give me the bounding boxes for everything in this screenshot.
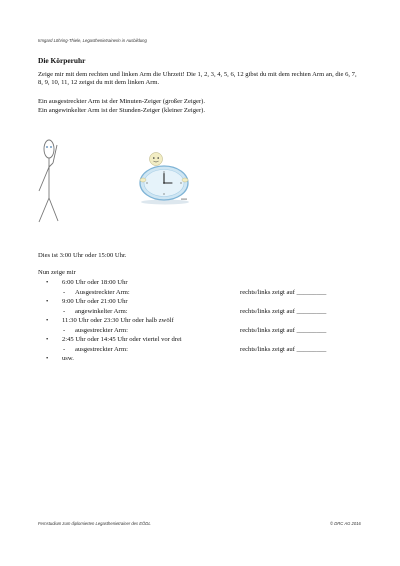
- intro-paragraph: Zeige mir mit dem rechten und linken Arm die Uhrzeit! Die 1, 2, 3, 4, 5, 6, 12 gibst du mit dem rechten Arm an, die 6, 7, 8, 9, 10, 11, 12 zeigst du mit dem linken Arm.: [38, 71, 357, 87]
- stick-figure-head: [44, 140, 54, 158]
- stick-figure-arm-left: [39, 167, 49, 191]
- hour-hand-line: Ein angewinkelter Arm ist der Stunden-Zeiger (kleiner Zeiger).: [38, 107, 205, 114]
- clock-character-illustration: [132, 150, 196, 205]
- footer-copyright: © DRC AG 2016: [330, 521, 361, 526]
- stick-figure-illustration: [30, 135, 70, 230]
- example-time-line: Dies ist 3:00 Uhr oder 15:00 Uhr.: [38, 252, 127, 259]
- list-subitem: - Ausgestreckter Arm: rechts/links zeigt auf _________: [63, 288, 327, 296]
- stick-figure-leg-left: [39, 198, 49, 222]
- footer-course: Fernstudium zum diplomierten Legasthenietrainer des EÖDL: [38, 521, 151, 526]
- page-title: Die Körperuhr: [38, 56, 86, 65]
- list-subitem: - ausgestreckter Arm: rechts/links zeigt auf _________: [63, 345, 327, 353]
- header-author: Irmgard Löhring-Thiele, Legasthenietrainerin in Ausbildung: [38, 38, 147, 43]
- clock-character-head: [150, 153, 163, 166]
- exercise-list: [38, 278, 368, 364]
- list-item: • usw.: [46, 355, 74, 362]
- answer-blank: rechts/links zeigt auf _________: [240, 326, 327, 334]
- stick-figure-leg-right: [49, 198, 58, 221]
- answer-blank: rechts/links zeigt auf _________: [240, 345, 327, 353]
- answer-blank: rechts/links zeigt auf _________: [240, 307, 327, 315]
- list-subitem: - ausgestreckter Arm: rechts/links zeigt auf _________: [63, 326, 327, 334]
- list-subitem: - angewinkelter Arm: rechts/links zeigt auf _________: [63, 307, 327, 315]
- list-item: • 6:00 Uhr oder 18:00 Uhr: [46, 279, 128, 286]
- list-item: • 11:30 Uhr oder 23:30 Uhr oder halb zwölf: [46, 317, 174, 324]
- answer-blank: rechts/links zeigt auf _________: [240, 288, 327, 296]
- list-item: • 2:45 Uhr oder 14:45 Uhr oder viertel vor drei: [46, 336, 182, 343]
- list-item: • 9:00 Uhr oder 21:00 Uhr: [46, 298, 128, 305]
- now-show-line: Nun zeige mir: [38, 269, 76, 276]
- minute-hand-line: Ein ausgestreckter Arm ist der Minuten-Zeiger (großer Zeiger).: [38, 98, 205, 105]
